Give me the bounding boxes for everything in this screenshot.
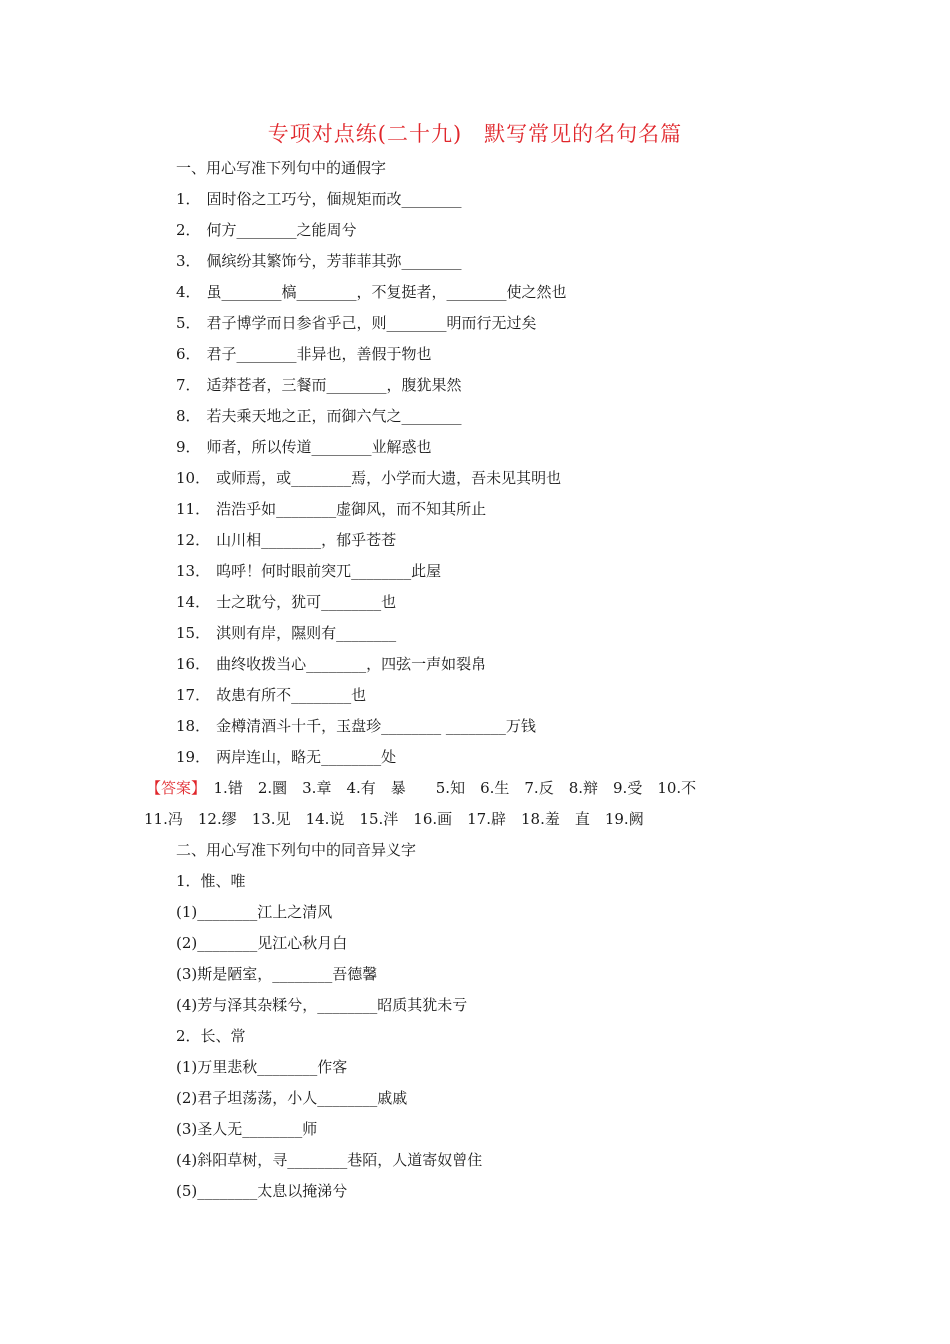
question-number: 13． (176, 562, 211, 580)
question-text: 虽________槁________，不复挺者，________使之然也 (206, 283, 567, 301)
question-text: 浩浩乎如________虚御风，而不知其所止 (216, 500, 487, 518)
question-text: 士之耽兮，犹可________也 (216, 593, 397, 611)
question-number: 17． (176, 686, 211, 704)
question-number: 5． (176, 314, 201, 332)
question-item (176, 649, 836, 680)
question-text: 金樽清酒斗十千，玉盘珍________ ________万钱 (216, 717, 536, 735)
question-item (176, 370, 836, 401)
sub-question: (1)万里悲秋________作客 (176, 1058, 348, 1076)
question-item (176, 556, 836, 587)
question-number: 15． (176, 624, 211, 642)
question-text: 佩缤纷其繁饰兮，芳菲菲其弥________ (206, 252, 462, 270)
question-item (176, 742, 836, 773)
question-item (176, 494, 836, 525)
sub-question: (2)君子坦荡荡，小人________戚戚 (176, 1089, 408, 1107)
sub-question: (3)斯是陋室，________吾德馨 (176, 965, 378, 983)
group-title: 1．惟、唯 (176, 872, 246, 890)
question-text: 师者，所以传道________业解惑也 (206, 438, 432, 456)
question-number: 19． (176, 748, 211, 766)
question-number: 10． (176, 469, 211, 487)
question-item (176, 246, 836, 277)
sub-question: (3)圣人无________师 (176, 1120, 318, 1138)
question-text: 淇则有岸，隰则有________ (216, 624, 397, 642)
question-text: 呜呼！何时眼前突兀________此屋 (216, 562, 442, 580)
question-text: 或师焉，或________焉，小学而大遗，吾未见其明也 (216, 469, 562, 487)
question-number: 6． (176, 345, 201, 363)
question-number: 8． (176, 407, 201, 425)
question-number: 12． (176, 531, 211, 549)
question-number: 7． (176, 376, 201, 394)
question-text: 曲终收拨当心________，四弦一声如裂帛 (216, 655, 487, 673)
question-item (176, 525, 836, 556)
answer-line (146, 773, 836, 804)
answer-text: 1.错 2.圜 3.章 4.有 暴 5.知 6.生 7.反 8.辩 9.受 10.不 (198, 779, 697, 797)
question-item (176, 680, 836, 711)
sub-question: (1)________江上之清风 (176, 903, 333, 921)
question-number: 2． (176, 221, 201, 239)
worksheet-body (144, 153, 836, 1207)
question-number: 16． (176, 655, 211, 673)
question-item (176, 618, 836, 649)
answer-line: 11.冯 12.缪 13.见 14.说 15.泮 16.画 17.辟 18.羞 直 19.阙 (144, 810, 644, 828)
sub-question: (4)斜阳草树，寻________巷陌，人道寄奴曾住 (176, 1151, 483, 1169)
group-title: 2．长、常 (176, 1027, 246, 1045)
question-number: 3． (176, 252, 201, 270)
question-number: 11． (176, 500, 211, 518)
question-text: 若夫乘天地之正，而御六气之________ (206, 407, 462, 425)
question-text: 何方________之能周兮 (206, 221, 357, 239)
section-heading: 二、用心写准下列句中的同音异义字 (176, 841, 417, 859)
question-number: 1． (176, 190, 201, 208)
question-text: 故患有所不________也 (216, 686, 367, 704)
question-text: 山川相________，郁乎苍苍 (216, 531, 397, 549)
question-item (176, 277, 836, 308)
sub-question: (2)________见江心秋月白 (176, 934, 348, 952)
sub-question: (4)芳与泽其杂糅兮，________昭质其犹未亏 (176, 996, 468, 1014)
question-item (176, 184, 836, 215)
answer-tag: 【答案】 (146, 779, 199, 797)
answer-block (146, 773, 836, 835)
question-item (176, 308, 836, 339)
question-item (176, 587, 836, 618)
section-heading: 一、用心写准下列句中的通假字 (176, 159, 387, 177)
question-item (176, 432, 836, 463)
question-text: 君子________非异也，善假于物也 (206, 345, 432, 363)
question-text: 适莽苍者，三餐而________，腹犹果然 (206, 376, 462, 394)
question-item (176, 463, 836, 494)
question-item (176, 401, 836, 432)
question-text: 君子博学而日参省乎己，则________明而行无过矣 (206, 314, 537, 332)
question-number: 18． (176, 717, 211, 735)
question-item (176, 215, 836, 246)
question-item (176, 339, 836, 370)
sub-question: (5)________太息以掩涕兮 (176, 1182, 348, 1200)
question-number: 14． (176, 593, 211, 611)
question-text: 两岸连山，略无________处 (216, 748, 397, 766)
question-item (176, 711, 836, 742)
question-number: 4． (176, 283, 201, 301)
page-title: 专项对点练(二十九) 默写常见的名句名篇 (267, 122, 683, 146)
question-number: 9． (176, 438, 201, 456)
question-text: 固时俗之工巧兮，偭规矩而改________ (206, 190, 462, 208)
